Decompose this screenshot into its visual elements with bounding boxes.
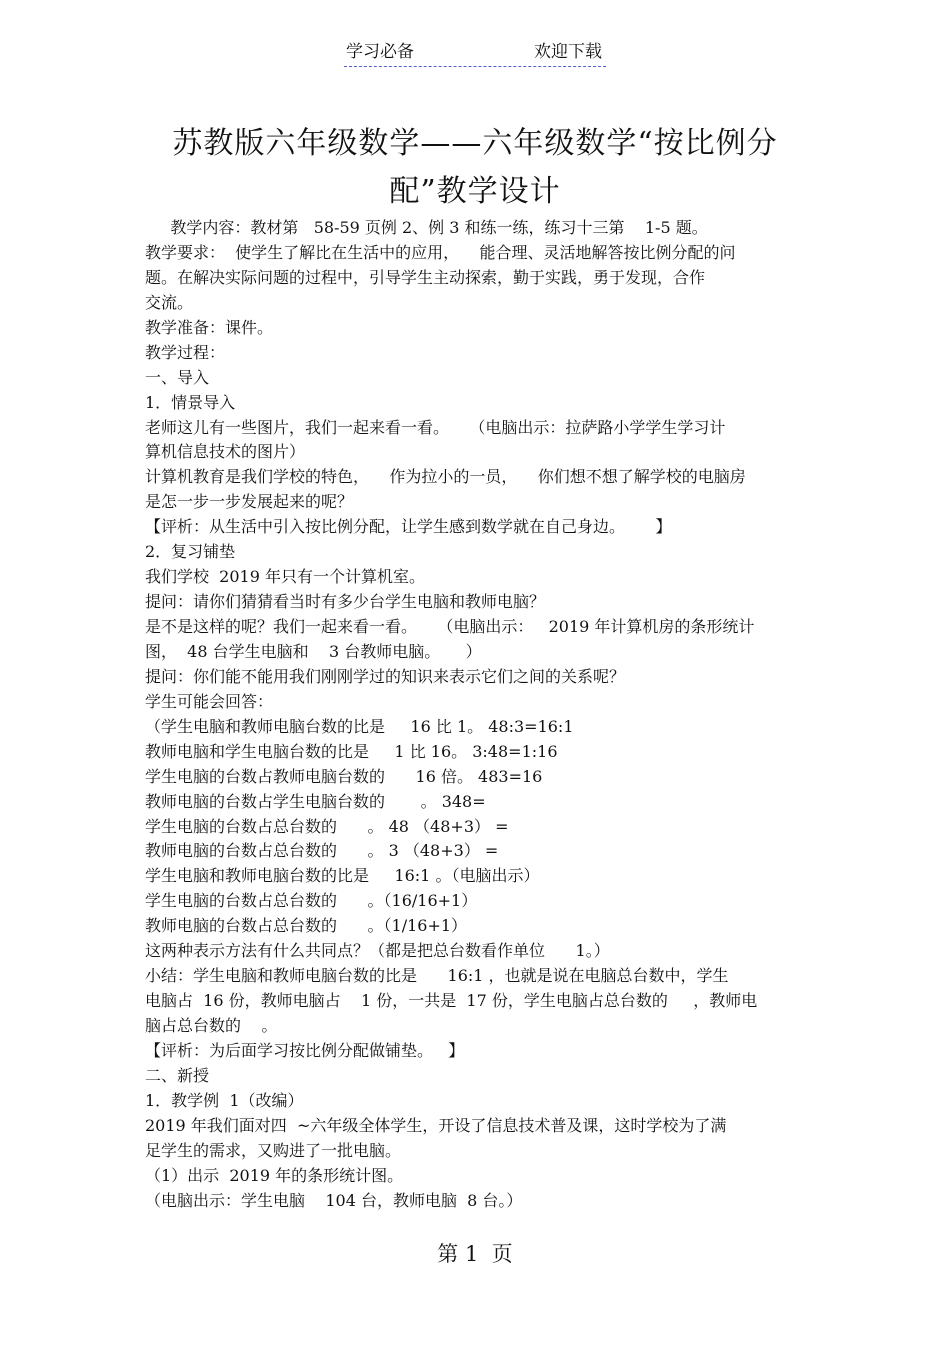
body-line: 教学准备：课件。 — [145, 317, 274, 337]
body-line: 教师电脑和学生电脑台数的比是 1 比 16。 3:48=1:16 — [145, 741, 558, 761]
body-line: 脑占总台数的 。 — [145, 1016, 278, 1035]
body-line: 教师电脑的台数占学生电脑台数的 。 348= — [145, 791, 486, 811]
document-title-line-1: 苏教版六年级数学——六年级数学“按比例分 — [172, 126, 778, 161]
body-line: 学生电脑的台数占总台数的 。（16/16+1） — [145, 891, 478, 911]
body-line: 这两种表示方法有什么共同点？（都是把总台数看作单位 1。） — [145, 941, 610, 961]
body-line: 学生电脑的台数占总台数的 。 48 （48+3） = — [145, 816, 509, 836]
page-header — [344, 40, 606, 67]
body-line: 教学要求： 使学生了解比在生活中的应用， 能合理、灵活地解答按比例分配的问 — [145, 242, 736, 262]
body-line: 题。在解决实际问题的过程中，引导学生主动探索，勤于实践，勇于发现，合作 — [145, 267, 706, 287]
body-line: 算机信息技术的图片） — [145, 442, 306, 462]
body-line: 学生可能会回答： — [145, 691, 274, 711]
body-line: 学生电脑的台数占教师电脑台数的 16 倍。 483=16 — [145, 766, 543, 786]
body-line: 教师电脑的台数占总台数的 。 3 （48+3） = — [145, 841, 499, 861]
body-line: 计算机教育是我们学校的特色， 作为拉小的一员， 你们想不想了解学校的电脑房 — [145, 467, 746, 487]
body-line: 提问：请你们猜猜看当时有多少台学生电脑和教师电脑？ — [145, 592, 546, 612]
body-line: 1．情景导入 — [145, 392, 236, 412]
body-line: （电脑出示：学生电脑 104 台，教师电脑 8 台。） — [145, 1190, 523, 1210]
header-right-text: 欢迎下载 — [534, 42, 602, 62]
body-line: 是怎一步一步发展起来的呢？ — [145, 492, 354, 512]
body-line: 提问：你们能不能用我们刚刚学过的知识来表示它们之间的关系呢？ — [145, 666, 626, 686]
body-line: 2．复习铺垫 — [145, 542, 236, 562]
body-line: 学生电脑和教师电脑台数的比是 16:1 。（电脑出示） — [145, 866, 540, 886]
body-line: 2019 年我们面对四 ~六年级全体学生，开设了信息技术普及课，这时学校为了满 — [145, 1115, 727, 1135]
body-line: 电脑占 16 份，教师电脑占 1 份，一共是 17 份，学生电脑占总台数的 ，教师电 — [145, 991, 758, 1011]
document-body — [145, 216, 817, 1214]
document-title-line-2: 配”教学设计 — [389, 174, 561, 209]
body-line: 是不是这样的呢？我们一起来看一看。 （电脑出示： 2019 年计算机房的条形统计 — [145, 617, 755, 636]
body-line: 老师这儿有一些图片，我们一起来看一看。 （电脑出示：拉萨路小学学生学习计 — [145, 417, 726, 437]
body-line: 小结：学生电脑和教师电脑台数的比是 16:1 ，也就是说在电脑总台数中，学生 — [145, 966, 729, 986]
body-line: 一、导入 — [145, 367, 210, 387]
body-line: 二、新授 — [145, 1065, 210, 1085]
body-line: 【评析：从生活中引入按比例分配，让学生感到数学就在自己身边。 】 — [145, 517, 672, 537]
body-line: 我们学校 2019 年只有一个计算机室。 — [145, 567, 425, 587]
body-line: （学生电脑和教师电脑台数的比是 16 比 1。 48:3=16:1 — [145, 716, 574, 736]
header-left-text: 学习必备 — [346, 42, 414, 62]
body-line: 交流。 — [145, 292, 194, 312]
body-line: 教学过程： — [145, 342, 226, 362]
body-line: 教学内容：教材第 58-59 页例 2、例 3 和练一练，练习十三第 1-5 题。 — [145, 218, 708, 237]
page-number: 第 1 页 — [437, 1242, 513, 1266]
body-line: 【评析：为后面学习按比例分配做铺垫。 】 — [145, 1040, 465, 1060]
body-line: （1）出示 2019 年的条形统计图。 — [145, 1165, 404, 1185]
body-line: 图， 48 台学生电脑和 3 台教师电脑。 ） — [145, 641, 482, 661]
body-line: 足学生的需求，又购进了一批电脑。 — [145, 1140, 402, 1160]
body-line: 1．教学例 1（改编） — [145, 1090, 304, 1110]
body-line: 教师电脑的台数占总台数的 。（1/16+1） — [145, 916, 468, 936]
